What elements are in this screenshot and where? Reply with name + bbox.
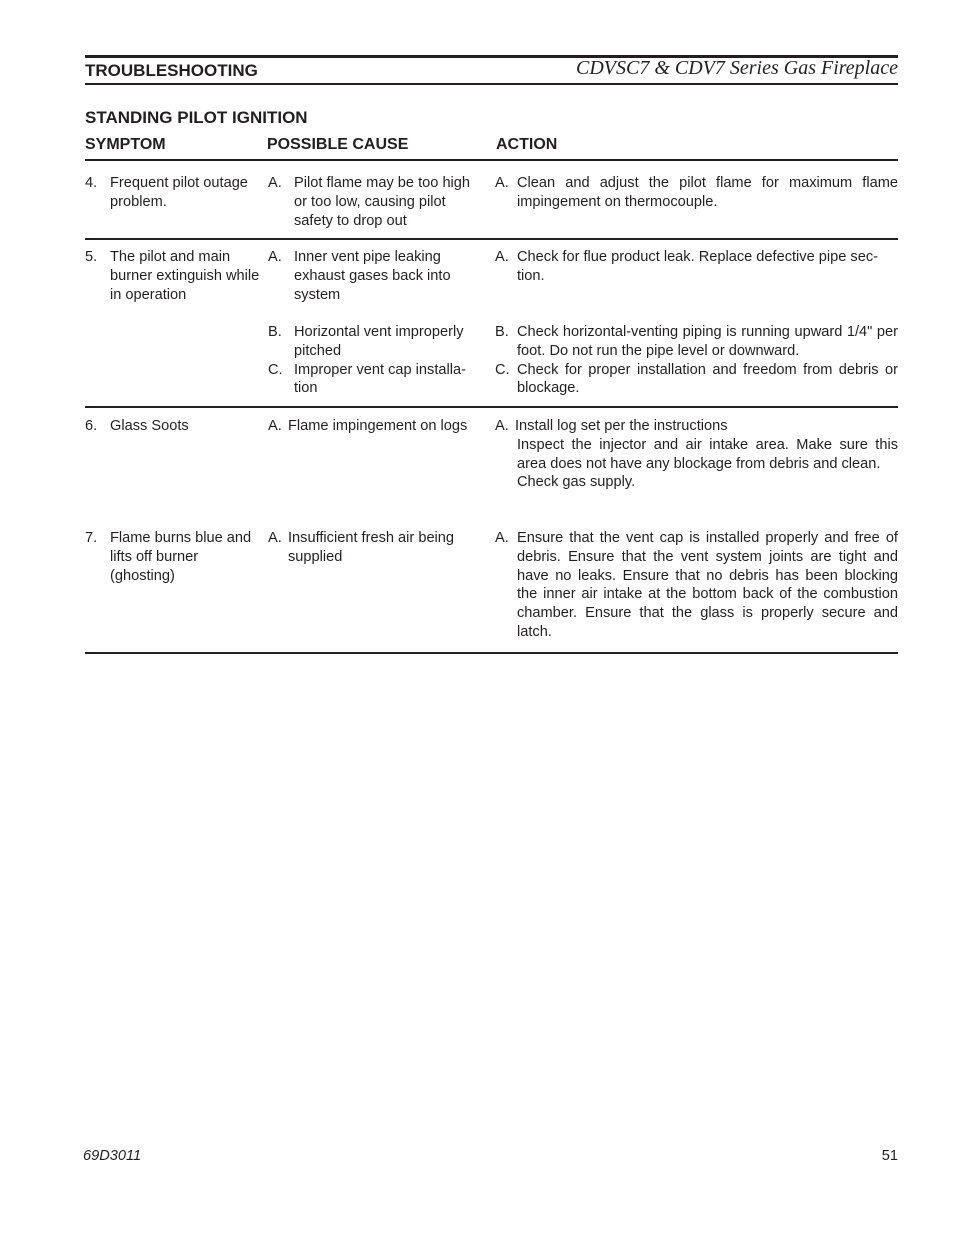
document-code: 69D3011 [83, 1148, 142, 1164]
symptom-text: Frequent pilot outage problem. [110, 175, 248, 210]
action-cell [495, 417, 898, 492]
action-cell [495, 529, 898, 642]
action-text: Install log set per the instructions [515, 418, 728, 434]
symptom-cell [85, 529, 260, 585]
action-text: Check for proper installation and freedom from debris or blockage. [517, 361, 898, 397]
symptom-number: 4. [85, 175, 98, 191]
cause-label: A. [268, 249, 282, 265]
action-text: Clean and adjust the pilot flame for maximum flame impingement on thermocouple. [517, 175, 898, 210]
section-title: TROUBLESHOOTING [85, 61, 258, 80]
cause-text: Inner vent pipe leaking exhaust gases back into system [294, 249, 451, 303]
document-title: CDVSC7 & CDV7 Series Gas Fireplace [575, 57, 898, 79]
action-label: A. [495, 418, 509, 434]
table-heading: STANDING PILOT IGNITION [85, 108, 308, 127]
cause-cell [268, 174, 486, 230]
action-text: Ensure that the vent cap is installed properly and free of debris. Ensure that the vent system joints are tight and have no leaks. Ensure that no debris has been blocking the inner air intake at the bottom back of the combustion chamber. Ensure that the glass is properly secure and latch. [517, 530, 898, 640]
header-bottom-rule [85, 83, 898, 85]
symptom-cell [85, 417, 260, 436]
action-cell [495, 174, 898, 212]
row-divider [85, 238, 898, 240]
cause-text: Insufficient fresh air being supplied [288, 530, 455, 565]
cause-label: A. [268, 175, 282, 191]
action-label: B. [495, 324, 509, 340]
column-header-symptom: SYMPTOM [85, 136, 166, 153]
action-label: A. [495, 175, 509, 191]
row-divider [85, 406, 898, 408]
symptom-cell [85, 174, 260, 212]
action-note: Check gas supply. [517, 474, 636, 491]
action-label: C. [495, 361, 510, 378]
cause-text: Horizontal vent improperly pitched [294, 324, 464, 359]
cause-label: C. [268, 361, 283, 378]
cause-cell [268, 417, 486, 436]
symptom-text: Flame burns blue and lifts off burner (ghosting) [110, 530, 252, 584]
column-header-cause: POSSIBLE CAUSE [267, 136, 409, 153]
cause-cell [268, 529, 486, 567]
action-note: Inspect the injector and air intake area. Make sure this area does not have any blockage from debris and clean. [517, 436, 898, 472]
symptom-number: 6. [85, 418, 98, 434]
column-header-rule [85, 159, 898, 161]
action-text: Check for flue product leak. Replace defective pipe sec-tion. [517, 249, 878, 284]
symptom-text: Glass Soots [110, 418, 189, 434]
action-text: Check horizontal-venting piping is running upward 1/4" per foot. Do not run the pipe level or downward. [517, 324, 898, 359]
page-number: 51 [881, 1148, 898, 1164]
cause-cell [268, 323, 483, 398]
table-bottom-rule [85, 652, 898, 654]
cause-text: Pilot flame may be too high or too low, causing pilot safety to drop out [294, 175, 471, 229]
cause-cell [268, 248, 483, 304]
symptom-number: 5. [85, 249, 98, 265]
cause-label: A. [268, 418, 282, 434]
cause-label: B. [268, 324, 282, 340]
symptom-text: The pilot and main burner extinguish while in operation [110, 249, 260, 303]
column-header-action: ACTION [496, 136, 558, 153]
cause-text: Flame impingement on logs [288, 418, 468, 434]
symptom-number: 7. [85, 530, 98, 546]
action-cell [495, 248, 898, 286]
action-label: A. [495, 249, 509, 265]
cause-text: Improper vent cap installa-tion [294, 361, 466, 397]
action-label: A. [495, 530, 509, 546]
cause-label: A. [268, 530, 282, 546]
action-cell [495, 323, 898, 398]
symptom-cell [85, 248, 260, 304]
